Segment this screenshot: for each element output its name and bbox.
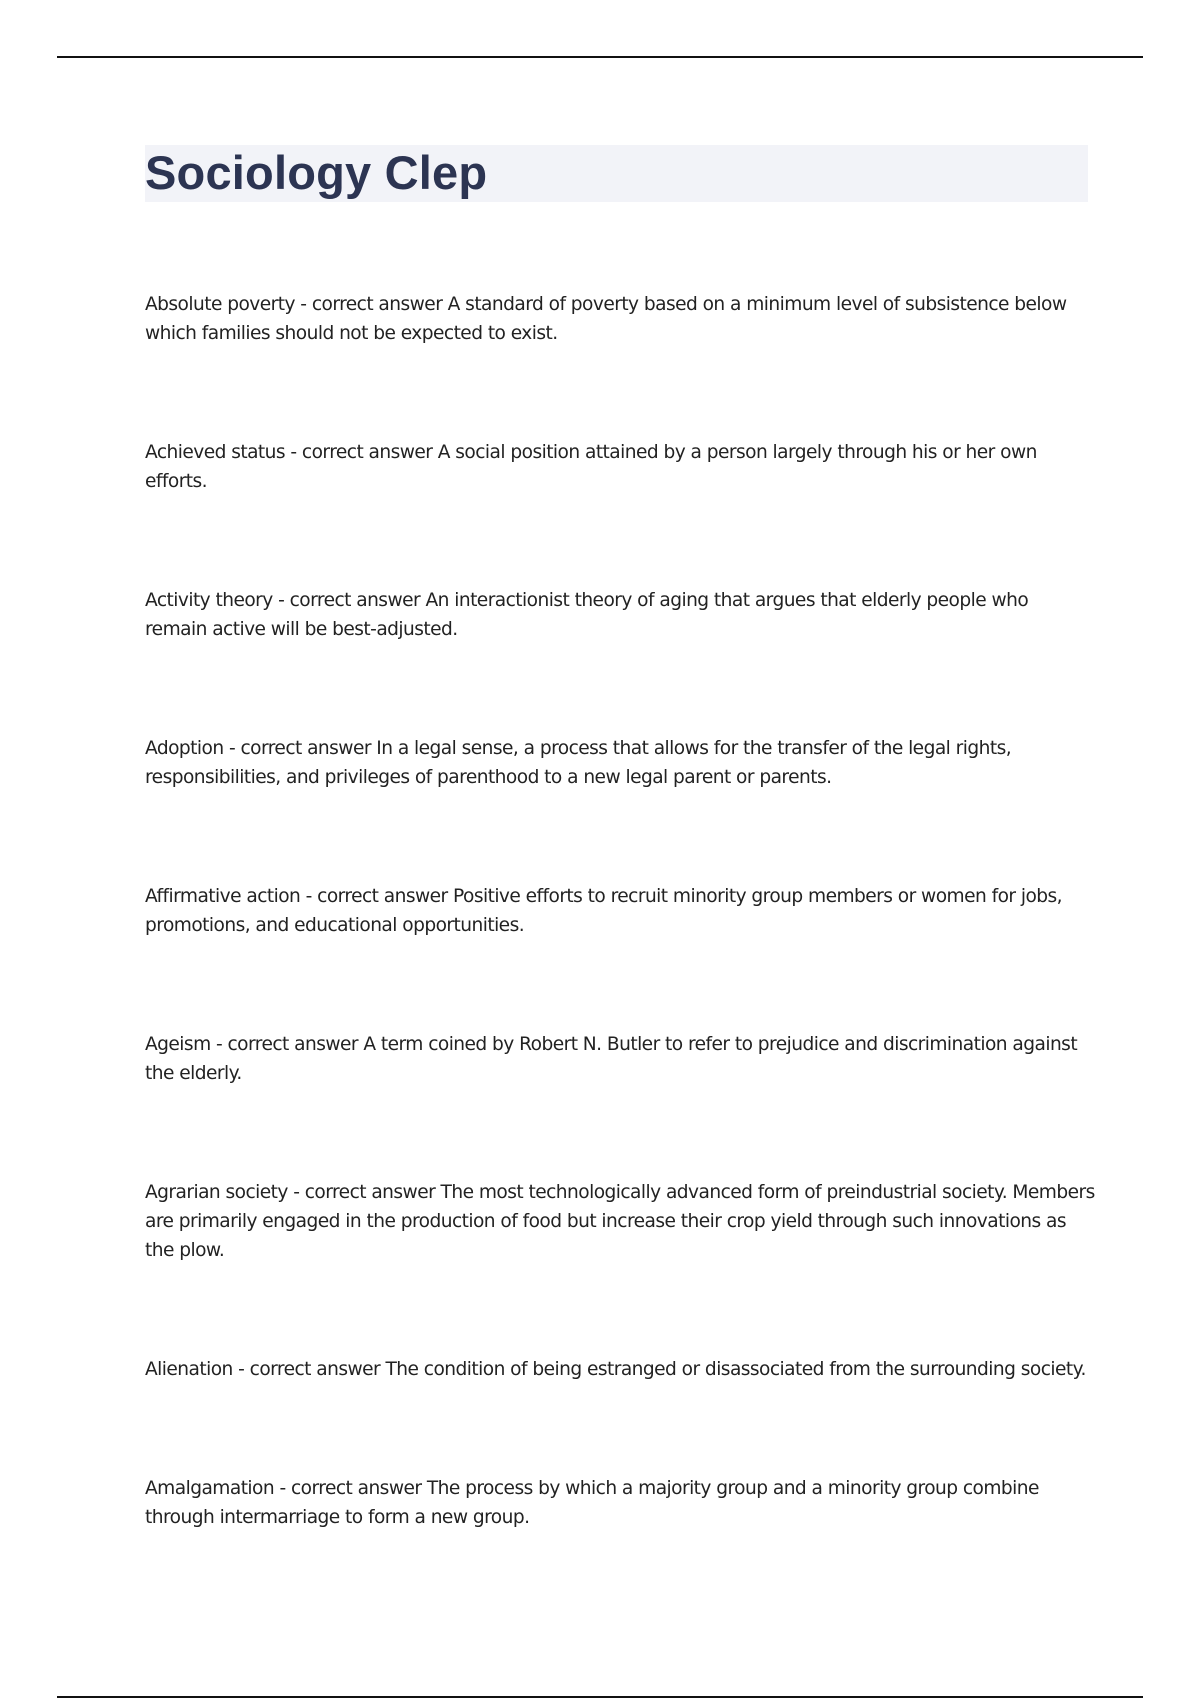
flashcard-entry-absolute-poverty: Absolute poverty - correct answer A standard of poverty based on a minimum level of subsistence below which families should not be expected to exist. — [145, 294, 1067, 344]
page-title: Sociology Clep — [145, 146, 488, 199]
flashcard-entry-alienation: Alienation - correct answer The condition of being estranged or disassociated from the surrounding society. — [145, 1359, 1086, 1380]
flashcard-entry-ageism: Ageism - correct answer A term coined by Robert N. Butler to refer to prejudice and discrimination against the elderly. — [145, 1034, 1078, 1084]
flashcard-list — [145, 290, 1095, 1622]
bottom-divider — [57, 1696, 1143, 1698]
flashcard-entry-affirmative-action: Affirmative action - correct answer Positive efforts to recruit minority group members or women for jobs, promotions, and educational opportunities. — [145, 886, 1063, 936]
flashcard-entry-achieved-status: Achieved status - correct answer A social position attained by a person largely through his or her own efforts. — [145, 442, 1037, 492]
flashcard-entry-agrarian-society: Agrarian society - correct answer The most technologically advanced form of preindustrial society. Members are primarily engaged in the production of food but increase their crop yield through such innovations as the plow. — [145, 1182, 1095, 1261]
flashcard-entry-adoption: Adoption - correct answer In a legal sense, a process that allows for the transfer of the legal rights, responsibilities, and privileges of parenthood to a new legal parent or parents. — [145, 738, 1012, 788]
flashcard-entry-amalgamation: Amalgamation - correct answer The process by which a majority group and a minority group combine through intermarriage to form a new group. — [145, 1478, 1039, 1528]
top-divider — [57, 56, 1143, 58]
flashcard-entry-activity-theory: Activity theory - correct answer An interactionist theory of aging that argues that elderly people who remain active will be best-adjusted. — [145, 590, 1029, 640]
